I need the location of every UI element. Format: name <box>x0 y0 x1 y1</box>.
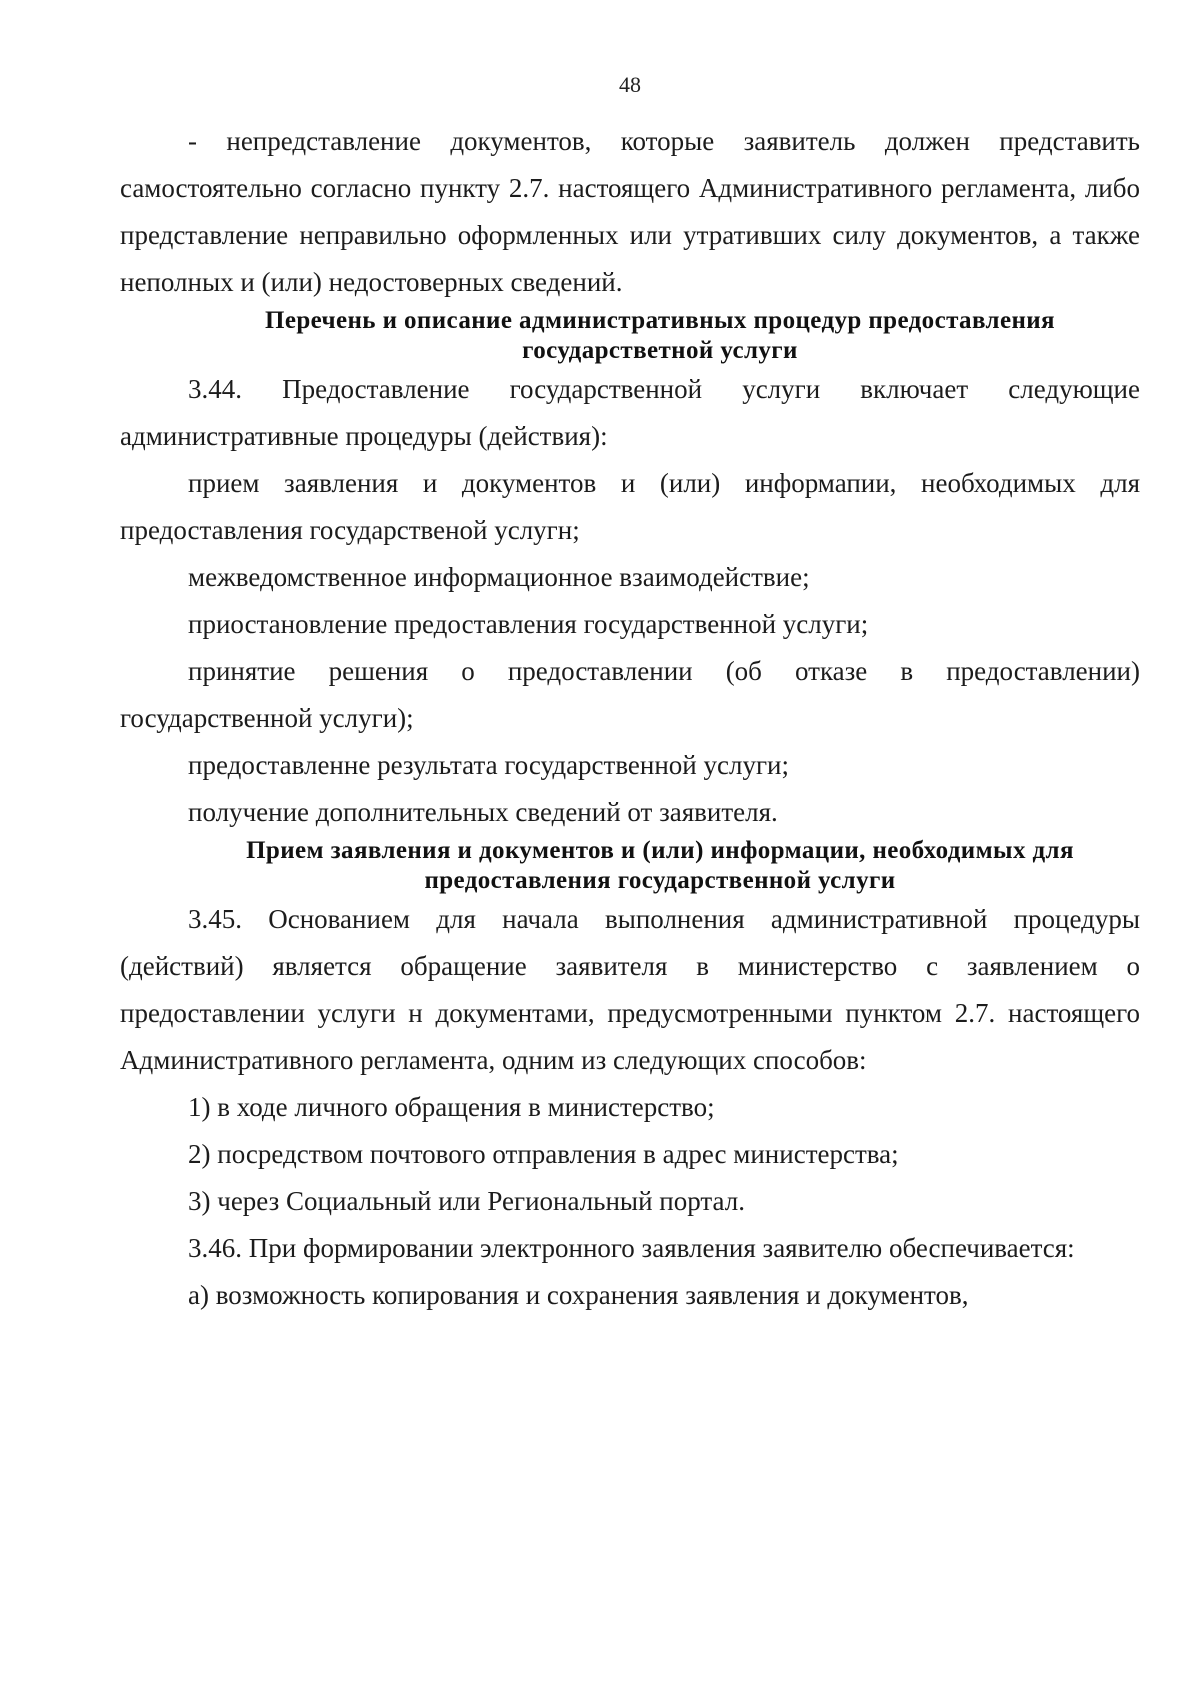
paragraph-3-44: 3.44. Предоставление государственной услуги включает следующие административные процедуры (действия): <box>120 374 1140 451</box>
list-item-suspension: приостановление предоставления государственной услуги; <box>188 609 869 639</box>
section-title-reception: Прием заявления и документов и (или) информации, необходимых для предоставления государственной услуги <box>246 837 1074 894</box>
paragraph-3-46: 3.46. При формировании электронного заявления заявителю обеспечивается: <box>188 1233 1075 1263</box>
list-item-additional-info: получение дополнительных сведений от заявителя. <box>188 797 778 827</box>
list-item-portal: 3) через Социальный или Региональный портал. <box>188 1186 745 1216</box>
paragraph-3-45: 3.45. Основанием для начала выполнения административной процедуры (действий) является обращение заявителя в министерство с заявлением о предоставлении услуги н документами, предусмотренными пунктом 2.7. настоящего Административного регламента, одним из следующих способов: <box>120 904 1140 1075</box>
page-content <box>120 118 1140 1319</box>
list-item-copying: а) возможность копирования и сохранения заявления и документов, <box>188 1280 969 1310</box>
section-title-procedures: Перечень и описание административных процедур предоставления государстветной услуги <box>264 307 1055 364</box>
list-item-interaction: межведомственное информационное взаимодействие; <box>188 562 810 592</box>
list-item-reception: прием заявления и документов и (или) информапии, необходимых для предоставления государственой услугн; <box>120 468 1140 545</box>
list-item-result: предоставленне результата государственной услуги; <box>188 750 789 780</box>
intro-paragraph: - непредставление документов, которые заявитель должен представить самостоятельно согласно пункту 2.7. настоящего Административного регламента, либо представление неправильно оформленных или утративших силу документов, а также неполных и (или) недостоверных сведений. <box>120 126 1140 297</box>
list-item-postal: 2) посредством почтового отправления в адрес министерства; <box>188 1139 899 1169</box>
list-item-personal: 1) в ходе личного обращения в министерство; <box>188 1092 715 1122</box>
list-item-decision: принятие решения о предоставлении (об отказе в предоставлении) государственной услуги); <box>120 656 1140 733</box>
page-number: 48 <box>619 72 641 97</box>
